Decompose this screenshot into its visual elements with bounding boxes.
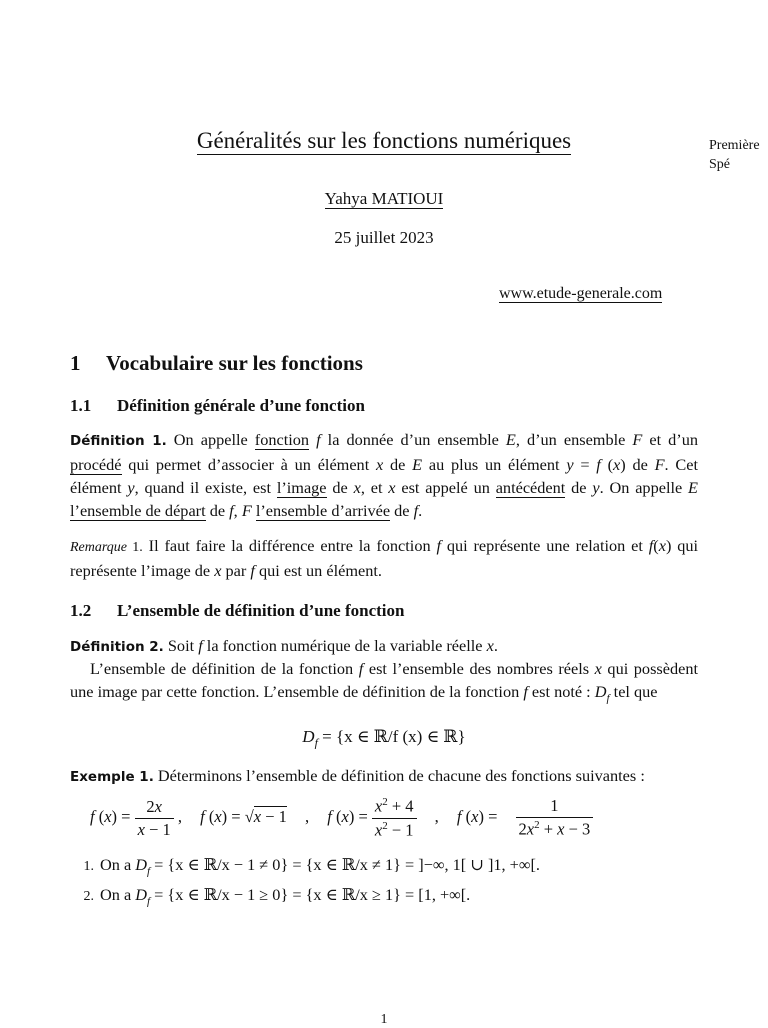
- remark-1: Remarque 1. Il faut faire la différence entre la fonction f qui représente une relation et f(x) qui représente l’image de x par f qui est un élément.: [70, 536, 699, 580]
- page-number: 1: [380, 1012, 388, 1027]
- example-1: Exemple 1. Déterminons l’ensemble de définition de chacune des fonctions suivantes :: [70, 766, 645, 785]
- fraction-1: $\frac{2x}{x - 1}$: [135, 797, 174, 840]
- list-item: 1. On a $D_f = \{x$ ∈ ℝ/x − 1 ≠ 0} = {x ∈ ℝ/x ≠ 1} = ]−∞, 1[ ∪ ]1, +∞[.: [83, 855, 540, 878]
- subsection-heading-1: 1.1 Définition générale d’une fonction: [70, 396, 365, 415]
- website-link[interactable]: www.etude-generale.com: [499, 285, 663, 302]
- definition-1: Définition 1. On appelle fonction f la donnée d’un ensemble E, d’un ensemble F et d’un procédé qui permet d’associer à un élément x de E au plus un élément y = f (x) de F. Cet élément y, quand il existe, est l’image de x, et x est appelé un antécédent de y. On appelle E l’ensemble de départ de f, F l’ensemble d’arrivée de f.: [70, 430, 699, 520]
- author: Yahya MATIOUI: [324, 189, 444, 208]
- example-functions: f (x) = $\frac{2x}{x - 1}$ , f (x) = √x − 1 , f (x) = $\frac{x^2 + 4}{x^2 - 1}$ , f (x) = $\frac{1}{2x^2 + x - 3}$: [90, 796, 593, 840]
- subsection-heading-2: 1.2 L’ensemble de définition d’une fonction: [70, 601, 405, 620]
- definition-2: Définition 2. Soit f la fonction numérique de la variable réelle x.: [70, 636, 498, 655]
- date: 25 juillet 2023: [334, 228, 434, 247]
- domain-formula: $D_f = \{x$ ∈ ℝ/f (x) ∈ ℝ}: [302, 727, 466, 750]
- fraction-3: $\frac{1}{2x^2 + x - 3}$: [516, 796, 594, 840]
- document-title: Généralités sur les fonctions numériques: [196, 128, 572, 153]
- list-item: 2. On a $D_f = \{x$ ∈ ℝ/x − 1 ≥ 0} = {x ∈ ℝ/x ≥ 1} = [1, +∞[.: [83, 885, 471, 908]
- level-label: Première Spé: [709, 138, 760, 172]
- section-heading: 1 Vocabulaire sur les fonctions: [70, 351, 363, 375]
- fraction-2: $\frac{x^2 + 4}{x^2 - 1}$: [372, 796, 417, 840]
- definition-2-body: L’ensemble de définition de la fonction f est l’ensemble des nombres réels x qui possèdent une image par cette fonction. L’ensemble de définition de la fonction f est noté : $D_f$ tel que: [70, 659, 699, 705]
